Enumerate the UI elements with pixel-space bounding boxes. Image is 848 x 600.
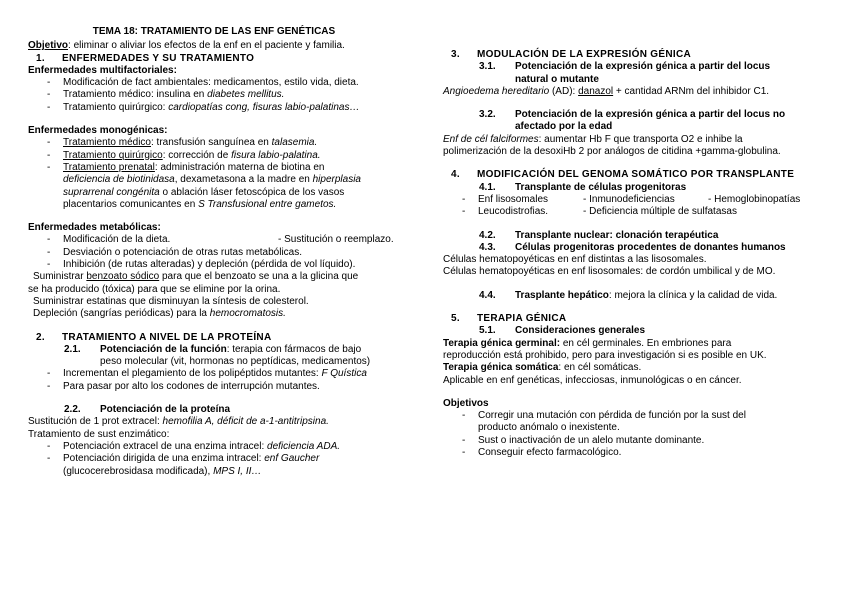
list-item: - Tratamiento quirúrgico: cardiopatías cong, fisuras labio-palatinas… <box>47 101 360 113</box>
list-item: - Modificación de fact ambientales: medicamentos, estilo vida, dieta. <box>47 77 359 89</box>
section-2-heading: 2. TRATAMIENTO A NIVEL DE LA PROTEÍNA <box>36 331 272 343</box>
list-item: - Tratamiento médico: insulina en diabetes mellitus. <box>47 89 285 101</box>
section-4-heading: 4. MODIFICACIÓN DEL GENOMA SOMÁTICO POR TRANSPLANTE <box>451 169 795 181</box>
section-5-1: 5.1. Consideraciones generales <box>479 325 646 337</box>
section-4-3: 4.3. Células progenitoras procedentes de donantes humanos <box>479 241 786 253</box>
list-item: - Corregir una mutación con pérdida de función por la sust del <box>462 410 746 422</box>
list-item: - Potenciación extracel de una enzima intracel: deficiencia ADA. <box>47 440 341 452</box>
list-item: - Modificación de la dieta. - Sustitución o reemplazo. <box>47 234 394 246</box>
objectives-heading: Objetivos <box>443 397 489 409</box>
list-item: - Tratamiento prenatal: administración materna de biotina en <box>47 161 325 173</box>
list-item: - Incrementan el plegamiento de los polipéptidos mutantes: F Quística <box>47 368 367 380</box>
section-4-4: 4.4. Trasplante hepático: mejora la clínica y la calidad de vida. <box>479 289 778 301</box>
list-item: - Potenciación dirigida de una enzima intracel: enf Gaucher <box>47 453 320 465</box>
section-1-heading: 1. ENFERMEDADES Y SU TRATAMIENTO <box>36 52 255 64</box>
list-item: - Tratamiento médico: transfusión sanguínea en talasemia. <box>47 137 318 149</box>
list-item: - Inhibición (de rutas alteradas) y depleción (pérdida de vol líquido). <box>47 259 356 271</box>
list-item: - Leucodistrofias. - Deficiencia múltiple de sulfatasas <box>462 206 737 218</box>
objective: Objetivo: eliminar o aliviar los efectos de la enf en el paciente y familia. <box>28 40 345 52</box>
section-4-2: 4.2. Transplante nuclear: clonación terapéutica <box>479 229 719 241</box>
list-item: - Desviación o potenciación de otras rutas metabólicas. <box>47 246 303 258</box>
metabolic-heading: Enfermedades metabólicas: <box>28 222 161 234</box>
list-item: - Enf lisosomales - Inmunodeficiencias - Hemoglobinopatías <box>462 193 801 205</box>
section-5-heading: 5. TERAPIA GÉNICA <box>451 313 567 325</box>
section-2-2: 2.2. Potenciación de la proteína <box>64 404 231 416</box>
section-3-2: 3.2. Potenciación de la expresión génica a partir del locus no <box>479 109 786 121</box>
list-item: - Sust o inactivación de un alelo mutante dominante. <box>462 434 705 446</box>
section-4-1: 4.1. Transplante de células progenitoras <box>479 181 687 193</box>
multifactorial-heading: Enfermedades multifactoriales: <box>28 64 177 76</box>
left-column: TEMA 18: TRATAMIENTO DE LAS ENF GENÉTICAS Objetivo: eliminar o aliviar los efectos de la enf en el paciente y familia. 1. ENFERMEDADES Y SU TRATAMIENTO Enfermedades multifactoriales: - Modificación de fact ambientales: medicamentos, estilo vida, dieta. - Tratamiento médico: insulina en diabetes mellitus. - Tratamiento quirúrgico: cardiopatías cong, fisuras labio-palatinas… Enfermedades monogénicas: - Tratamiento médico: transfusión sanguínea en talasemia. - Tratamiento quirúrgico: corrección de fisura labio-palatina. - Tratamiento prenatal: administración materna de biotina en deficiencia de biotinidasa, dexametasona a la madre en hiperplasia suprarrenal congénita o ablación láser fetoscópica de los vasos placentarios comunicantes en S Transfusional entre gametos. Enfermedades metabólicas: - Modificación de la dieta. - Sustitución o reemplazo. - Desviación o potenciación de otras rutas metabólicas. - Inhibición (de rutas alteradas) y depleción (pérdida de vol líquido). Suministrar benzoato sódico para que el benzoato se una a la glicina que se ha producido (tóxica) para que se elimine por la orina. Suministrar estatinas que disminuyan la síntesis de colesterol. Depleción (sangrías periódicas) para la hemocromatosis. 2. TRATAMIENTO A NIVEL DE LA PROTEÍNA 2.1. Potenciación de la función: terapia con fármacos de bajo peso molecular (vit, hormonas no peptídicas, medicamentos) - Incrementan el plegamiento de los polipéptidos mutantes: F Quística - Para pasar por alto los codones de interrupción mutantes. 2.2. Potenciación de la proteína Sustitución de 1 prot extracel: hemofilia A, déficit de a-1-antitripsina. Tratamiento de sust enzimático: - Potenciación extracel de una enzima intracel: deficiencia ADA. - Potenciación dirigida de una enzima intracel: enf Gaucher (glucocerebrosidasa modificada), MPS I, II… <box>28 26 400 478</box>
list-item: - Conseguir efecto farmacológico. <box>462 447 622 459</box>
monogenic-heading: Enfermedades monogénicas: <box>28 125 168 137</box>
section-2-1: 2.1. Potenciación de la función: terapia con fármacos de bajo <box>64 343 362 355</box>
right-column: 3. MODULACIÓN DE LA EXPRESIÓN GÉNICA 3.1. Potenciación de la expresión génica a partir del locus natural o mutante Angioedema hereditario (AD): danazol + cantidad ARNm del inhibidor C1. 3.2. Potenciación de la expresión génica a partir del locus no afectado por la edad Enf de cél falciformes: aumentar Hb F que transporta O2 e inhibe la polimerización de la desoxiHb 2 por análogos de citidina +gamma-globulina. 4. MODIFICACIÓN DEL GENOMA SOMÁTICO POR TRANSPLANTE 4.1. Transplante de células progenitoras - Enf lisosomales - Inmunodeficiencias - Hemoglobinopatías - Leucodistrofias. - Deficiencia múltiple de sulfatasas 4.2. Transplante nuclear: clonación terapéutica 4.3. Células progenitoras procedentes de donantes humanos Células hematopoyéticas en enf distintas a las lisosomales. Células hematopoyéticas en enf lisosomales: de cordón umbilical y de MO. 4.4. Trasplante hepático: mejora la clínica y la calidad de vida. 5. TERAPIA GÉNICA 5.1. Consideraciones generales Terapia génica germinal: en cél germinales. En embriones para reproducción está prohibido, pero para investigación si es posible en UK. Terapia génica somática: en cél somáticas. Aplicable en enf genéticas, infecciosas, inmunológicas o en cáncer. Objetivos - Corregir una mutación con pérdida de función por la sust del producto anómalo o inexistente. - Sust o inactivación de un alelo mutante dominante. - Conseguir efecto farmacológico. <box>443 49 823 459</box>
section-3-1: 3.1. Potenciación de la expresión génica a partir del locus <box>479 61 771 73</box>
list-item: - Tratamiento quirúrgico: corrección de fisura labio-palatina. <box>47 149 321 161</box>
section-3-heading: 3. MODULACIÓN DE LA EXPRESIÓN GÉNICA <box>451 49 691 60</box>
list-item: - Para pasar por alto los codones de interrupción mutantes. <box>47 380 320 392</box>
page-title: TEMA 18: TRATAMIENTO DE LAS ENF GENÉTICAS <box>92 26 336 37</box>
